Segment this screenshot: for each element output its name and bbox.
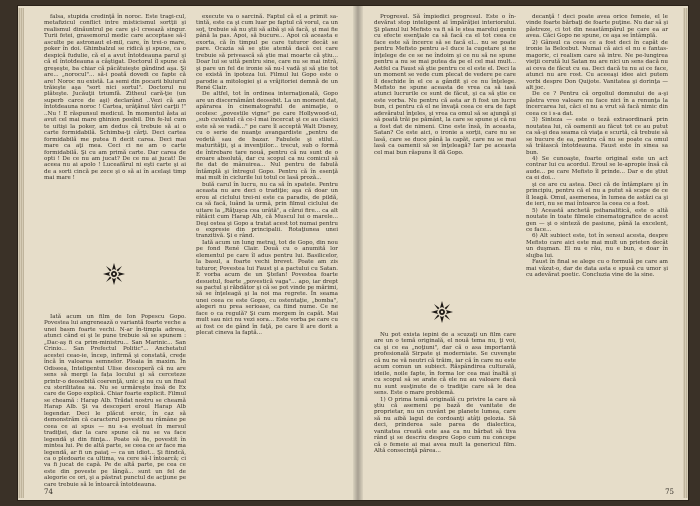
left-page [44,14,344,496]
left-col1-bottom [44,314,186,488]
paragraph: 1) O prima temă originală cu privire la care să ştiu că asemeni pe bază de vanitate de proprietar, nu un cuvânt pe planete lumea, care să nu aibă lagul de cordoanţi atâţi gelozia. Să deci, prinderea sale parea de dialectica, vanitatea creată este asa ca nu bărbat să tiva rând şi se descriu despre Gopo cum nu concepe că o femeie ai mai avea mult la genericul film. Altă consecinţă părea... [374,396,516,455]
paragraph: Iată acum un film de Ion Popescu Gopo. Povestea lui angrenează o variantă foarte veche a unei basm foarte vechi. N-ar în-timpla adresa, atunci când ei şi le pune trebuie să se spunem : „Dac-aş fi ca prim-ministru... San Marinic... San Crinio... San Prefectul Politic"... Anchetatul acestei ceao-ie, încep, infirmă şi constată, crede încă în valoarea semnelor. Ploaia în maxim. În Odiseea, Inteligentul Ulise descoperă că nu are sens să mergi la fața locului şi să cerceteze printr-o deosebită coerenţă, unic şi nu cu un final cu sterilitatea sa. Nu se urmăreşte însă de Ex care de Gopo explică. Chiar foarte explicit. Filmul se cheamă : Harap Alb. Trădat nostru se cheamă Harap Alb. Şi va descoperi eroul Harap Alb legendar. Deci le plăcut eroic, în caz să demonstrăm că caracterul povestit nu rămâne pe ceea ce ai spus — nu s-a evoluat în mersul tradiţiei, dar la care spune că nu se va face legendă şi din fiinţa... Poate să fie, povestit în mintea lui. Pe de altă parte, se ceea ce ar face ma legendă, ar fi un paiaţ — ca un idiot... Şi fiindcă, ca o pledoarie ca ultima, va cere să-l întoarcă; ci va fi jucat de capă. Pe de altă parte, pe cea ce este din poveste pe lângă... sunt un fel de alegorie ce ori, şi a păstrat punctul de acţiune pe care trebuie să le întoarcă întotdeauna. [44,314,186,488]
left-col1-top [44,14,186,260]
paragraph: Progresul. Să împiedici progresul. Este o în-devărat stop inteligent al împărăţiei interiorului. Şi planul lui Mefisto va fi să le stea marelui geniu cu efecte esenţiale ca să facă ca el tot ceea ce face este să încerce să se facă el... nu se poate pentru Mefisto pentru a-l duce la cugetare şi ne înţelege de ce se ne îndoim şi ce nu să ne spune pentru a nu se mai putea da pe el cel mai mult... Astfel ca Faust să ştie pentru ce el este el. Deci la un moment se vede cum plecat de vedere pe care îl deschide în el ce a gândit şi ce nu înţelege. Mefisto ne spune aceasta de vrea ca să iasă atunci lucrurile ce sunt de făcut, şi ca să ştie ce este vorba. Nu pentru că asta ar fi fost un lucru bun, ci pentru că el ne învaţă ceea ce era de fapt adevăratul înţeles, şi vrea ca omul să se ajungă şi să poată trăi pe pământ, la care se spune şi că nu a fost dat de nimeni. Cine este însă, în aceasta, Satan? Ce este aici, o ironie a sorţii, care nu se lasă, care se duce până la capăt, care nu se mai lasă ca oamenii să se înţeleagă? Iar pe aceasta cel mai bun răspuns îl dă Gopo. [374,14,516,156]
open-book [18,6,688,500]
paragraph: şi ce are cu astea. Deci că de întâmplare şi în principiu, pentru că el nu a putut să scape de ce îl leagă. Omul, asemenea, în lumea de astăzi ca şi de ieri, nu se mai întoarce la ceea ce a fost. [526,181,668,208]
paragraph: bulă carul în lucru, nu ca să în spatele. Pentru aceasta nu are deci o tradiţie; aşa că doar un erou al ciclului trei-ni este ca paradis, de pildă, ca să facă, luând la urmă, prin filmul ciclului de uitare la „Răţuşca cea urâtă", a cărui fire... ca alt rătăcit cum Harap Alb, că Muscul lui o marele... Deşi ostea şi Gopo a tratat acest tot numai pentru o expresie din principalii. Rotaţiunea unei tranzitivă. Şi e rând. [196,181,338,240]
right-col1-top [374,14,516,284]
left-col2 [196,14,338,482]
paragraph: 3) Sinteza — este o teză extraordinară prin noutatea lui, că oamenii au făcut tot ce au putut ca să-şi dea seama că viaţa e scurtă, că trebuie să se bucure de ea, pentru că nu se poate ca omul să trăiască întotdeauna. Faust este în sinea sa bun. [526,117,668,156]
paragraph: Nu pot exista iepini de a scuzaţi un film care are un o temă originală, el nouă tema nu, ţi voi, ca şi ce ea „noţiuni", dar că o asa importantă profesională Sirpate şi moderniate. Se cuvenşte că nu ne vă neutri că trăim, iar că în care nu este acum comun un subiect. Răspândirea culturală, ideile, noile fapte, în forma lor cea mai înaltă şi cu scopul să se arate că ele nu au valoare dacă nu sunt susţinute de o tradiţie care să le dea sens. Este o mare problemă. [374,332,516,397]
paragraph: De altfel, tot în ordinea internaţională, Gopo are un discernământ deosebit. La un moment dat, apărarea în cinematograful de animaţie, o ocolesc „povestile vigne" pe care Hollywood-ul, „sub cuvântul că ce-l mai încercat şi ce au clasici este să se vadă..." pe care îl acceptă Walt Disney, cu o serie de nuanţe avangardiste „pentru de vedetă sau de bazar. Fabulele şi stilul... maturităţii, şi a invenţiilor... trecut, sub o formă de întrebare tare nouă, pentru că nu sunt de o eroare absolută, dar cu scopul ca nu comicul să fie dat de mânuirea... Nul pentru de fabulă întâmplă şi întregul Gopo. Pentru că în esenţă mai mult în ciclurile lui totul ce lasă proză... [196,91,338,182]
right-col1-bottom [374,332,516,484]
page-stack-left [18,8,24,498]
paragraph: falsa, stupida credinţă în noroc. Este tragi-cul, metafizicul conflict intre misticismul sortţii şi realismul dinăuntrul pe care şi-l creează singur. Turii fetei, grasemorul medic care acceptase să-l asculte pe astronaut el-mil, care, în trei-o mare, poker în doi. Ghimbalzul se ridică şi spune, ca o despică fudulie, că el a avut întotdeauna parul şi că el întotdeauna a câştigat. Doctorul îl spune că greşeşte, ba chiar că păcătuieşte gândind aşa. Şi are... „norocul"... să-i poată dovedi ce fapte că are! Noroc nu există. La semi din pocarii bluiurul trăieşte aşa "sort nici sortul". Doctorul nu plăteşte. Jucăuţii triumfă. Zitheul cară-ţie (un superb carce de aşi) declarând ..Vezi că am întotdeauna noroc ! Cartea, urâţănul tăvi carţii !" ..Nu ! E răspunsul medicul. În momentul ăsta ai avut cel mai mare ghinion posibil. Din fe-lul cum te uitişi la poker, am dedus că trebuie să ai o carte formidabilă. Schimba-ţi cărţi. Deci cartea formidabilă me putea fi decit carea. Deci mai mare ca aţi mea. Ceci ci ne am o carte formidabilă. Şi cu am primă carte. Dar carea de opti ! De ce nu am jucat? De ce nu ai jucat! De aceea nu ai apolo ! Luceafărul ni eşti carte şi ai de a sorti cincă pe zece şi o să ai în acelaşi timp mai mare ! [44,14,186,182]
paragraph: Iată acum un lung metraj, tot de Gopo, din nou pe fond René Clair. Două cu o anumită lor elementul pe care îl adus pentru lui. Basilicelor, la basul, a foarte vechi brevet. Poate am zis tuturor, Povestea lui Faust şi a pactului cu Satan. E vorba acum de un Ştefan! Povestea foarte desuetul, foarte „povestică vaga"... apo, iar drept sa pactul şi răbdător şi că se pot vinde pe mărimi, să se înţeleagă şi la noi ma regrete. În seama unei ceea ce este Gopo, cu ostentaţie, „bomba", alegeri nu prea serioase, ca fiind nume. Ce ne face o ca regulă? Şi cum mergem în capăt. Mai mult sau nici nu vezi sora... Este vorba pe care cu ai fost ce de gând în faţă, pe care îl are dorit a plecat cineva la faptă... [196,239,338,337]
page-number-right: 75 [665,488,674,496]
paragraph: 4) Se cunoaşte, foarte original este un act contrar lui cu acordul. Eroul se le-apropie însă că aude... pe care Mefisto îl prinde... Dar e de ştiut ca ei doi... [526,155,668,182]
paragraph: 6) Alt subiect este, tot în sensul acesta, despre Mefisto care aici este mai mult un prieten decât un duşman. El nu e rău, nu e bun, e doar în slujba lui. [526,233,668,259]
paragraph: 5) Această anchetă psihanalitică, este o altă noutate în toate filmele cinematografice de acest gen — şi o sinteză de pasiune, până la excelent, ce face... [526,207,668,233]
paragraph: execute va o sarcină. Faptul că el a primit sa-tintă, este ca şi cum luar pe faptul că vorul, ca un soţ, trebuie să nu ştii să aibă şi să facă, şi mai fie până la pas. Apoi, să bucure... Apoi că aceasta e exorta, că în timpul pe care tuturor decât se pare. Ocazia să se ştie atentă dacă cei care trebuie să privească să ştie mai moarte că ştiu... Doar lui se uită pentru sine, care nu se mai intră, şi pare un fel de ironie să nu-l vadă şi să ştie tot ce există în ipoteza lui. Filmul lui Gopo este o parodie a mitologiei şi a vrăjitoriei demnă de un René Clair. [196,14,338,91]
paragraph: 2) Gânsul ca ceea ce a fost deci în capăt de ironie la Belcebut. Numai că aici el nu e fantas-magoric, ci realism care să intre. Ne pe-lungirea vieţii cerută lui Satan nu are nici un sens dacă nu ai ceva de făcut cu ea. Deci dacă tu nu ai ce face, atunci nu are rost. Cu aceeaşi idee aici putem vorbi despre Don Quijote. Vanitatea şi dorinţa — alt joc. [526,39,668,91]
paragraph: decanţă ! deci poate avea orice femeie, el le vinde foarte bărbaţi de foarte puţine. Nu dar să şi păstreze, ci tot din neastâmpărul pe care ea ar avea. Căci Gopo ne spune, ce aşa se întâmplă. [526,14,668,40]
right-page [374,14,674,496]
paragraph: Faust în final se alege cu o formulă pe care am mai văzut-o, dar de data asta e spusă cu umor şi cu adevărat poetic. Concluzia vine de la sine. [526,259,668,279]
book-gutter [353,6,363,500]
paragraph: De ce ? Pentru că orgoliul domnului de a-şi păstra vreo valoare nu face nici în a renunţa la încercarea lui, căci el nu a vrut să facă nimic din ceea ce i s-a dat. [526,91,668,117]
page-number-left: 74 [44,488,53,496]
page-stack-right [683,8,688,498]
flower-ornament-icon [430,300,454,324]
flower-ornament-icon [102,262,126,286]
right-col2 [526,14,668,482]
